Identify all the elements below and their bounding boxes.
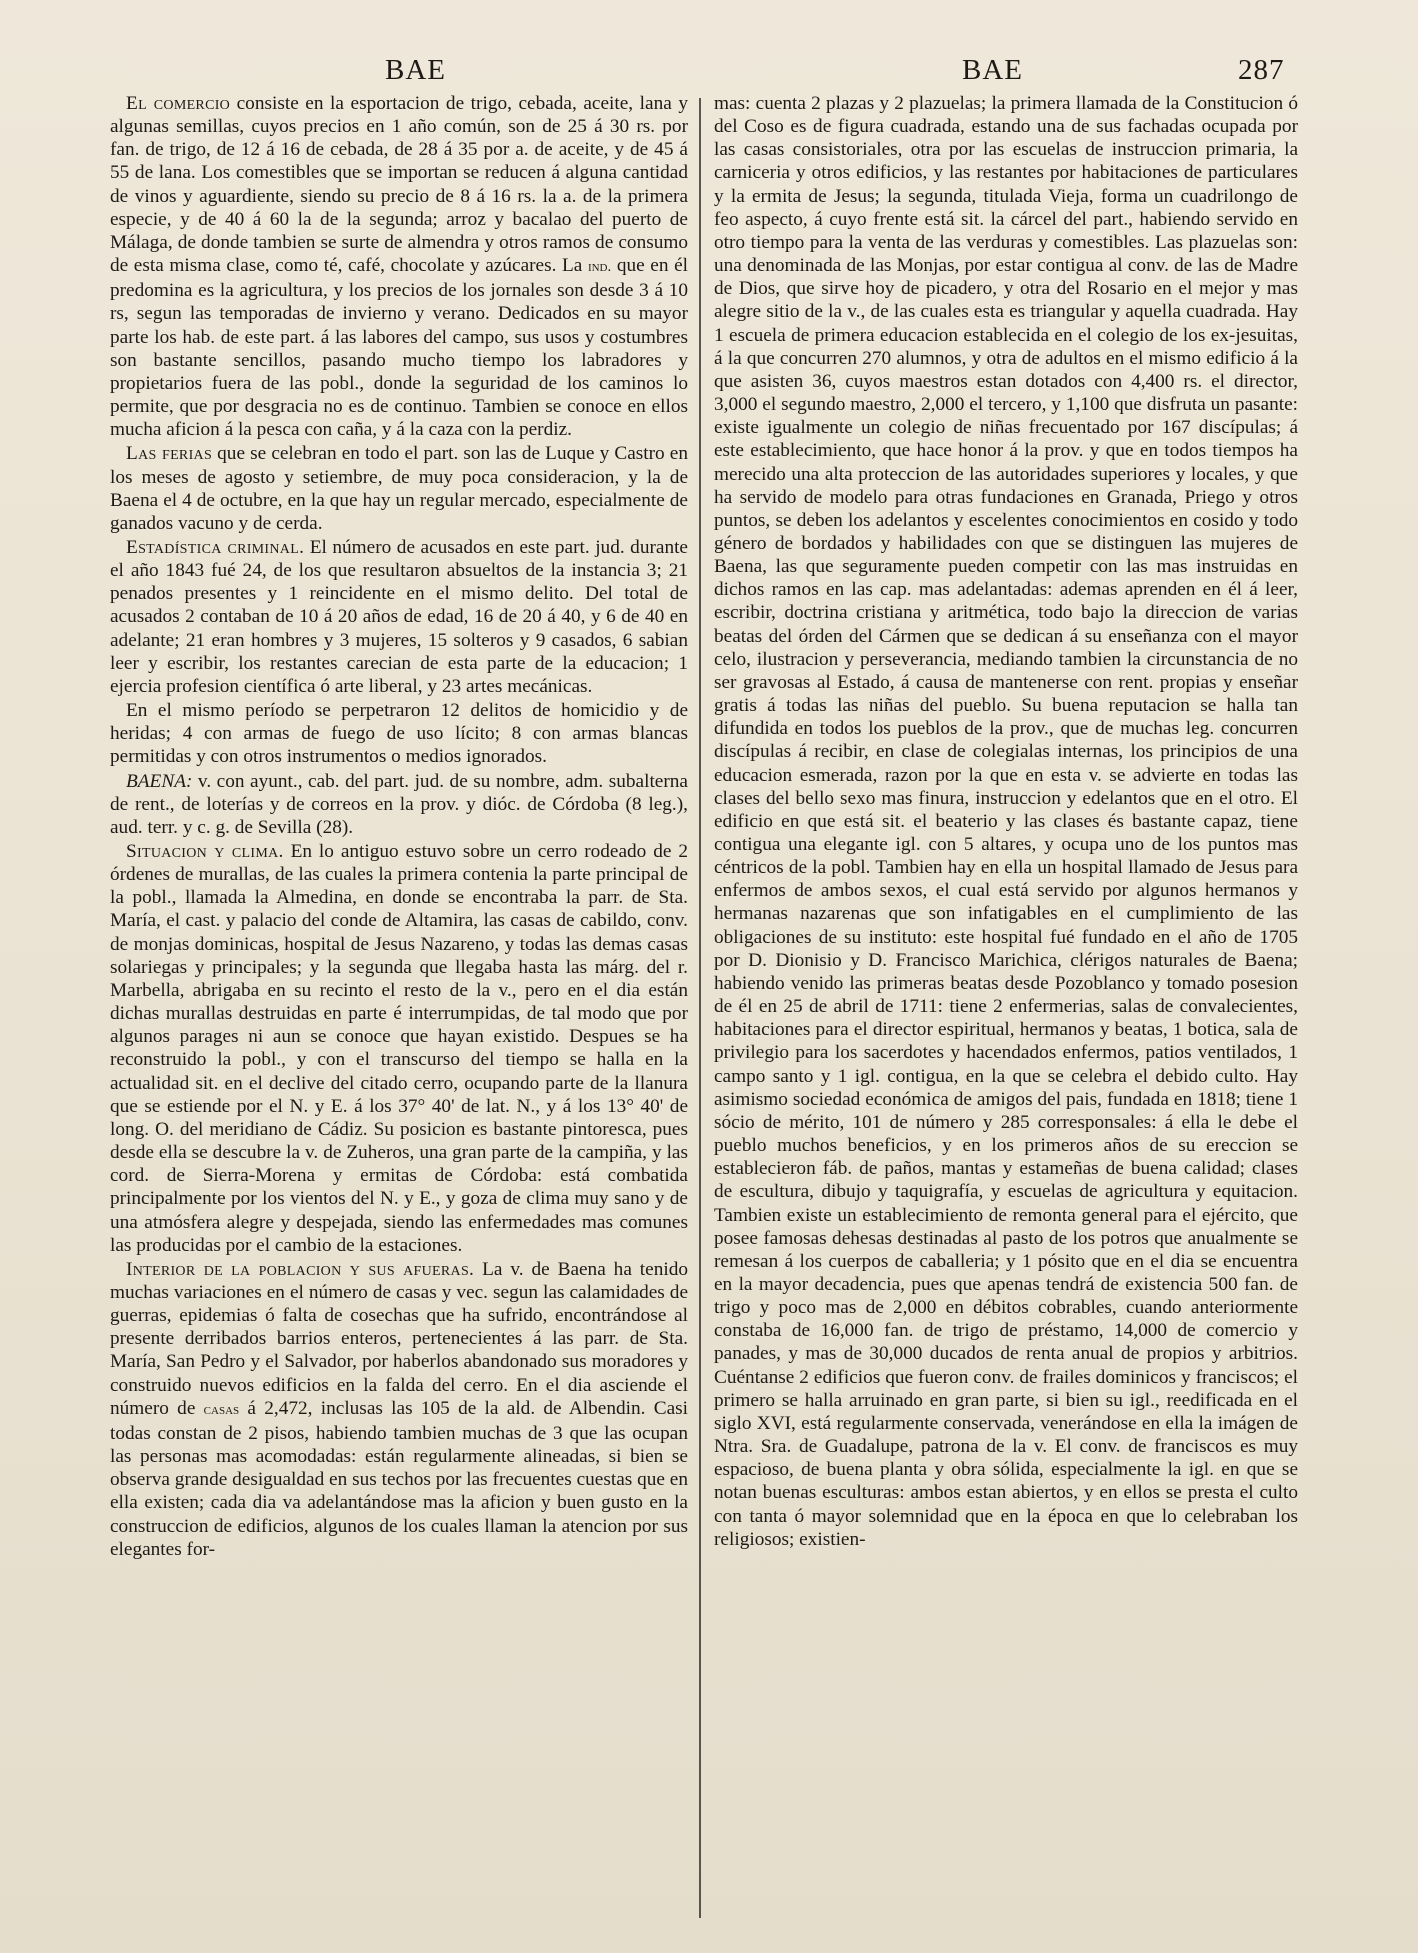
left-running-head: BAE (385, 54, 446, 86)
section-label: ind. (587, 259, 612, 276)
section-label: Situacion y clima. (126, 841, 284, 862)
section-label: casas (203, 1401, 240, 1418)
paragraph-text: En el mismo período se perpetraron 12 delitos de homicidio y de heridas; 4 con armas de fuego de uso lícito; 8 con armas blancas permitidas y con otros instrumentos o medios ignorados. (110, 700, 688, 768)
section-label: Las ferias (126, 443, 213, 465)
page-number: 287 (1238, 54, 1285, 86)
paragraph-ferias (110, 442, 688, 535)
paragraph-text: que en él predomina es la agricultura, y los precios de los jornales son desde 3 á 10 rs, segun las temporadas de invierno y verano. Dedicados en su mayor parte los hab. de este part. á las labores del campo, sus usos y costumbres son bastante sencillos, pasando mucho tiempo los labradores y propietarios fuera de las pobl., donde la seguridad de los caminos lo permite, que por desgracia no es de continuo. Tambien se conoce en ellos mucha aficion á la pesca con caña, y á la caza con la perdiz. (110, 255, 688, 441)
right-column (714, 92, 1298, 1940)
paragraph-estadistica (110, 536, 688, 698)
paragraph-baena-entry (110, 770, 688, 839)
paragraph-text: á 2,472, inclusas las 105 de la ald. de Albendin. Casi todas constan de 2 pisos, habiendo tambien muchas de 3 que las ocupan las personas mas acomodadas: están regularmente alineadas, si bien se observa grande desigualdad en sus techos por las frecuentes cuestas que en ella existen; cada dia va adelantándose mas la aficion y buen gusto en la construccion de edificios, algunos de los cuales llaman la atencion por sus elegantes for- (110, 1397, 688, 1560)
left-column (110, 92, 688, 1940)
section-label: Estadística criminal. (126, 536, 305, 558)
paragraph-text: consiste en la esportacion de trigo, cebada, aceite, lana y algunas semillas, cuyos precios en 1 año común, son de 25 á 30 rs. por fan. de trigo, de 12 á 16 de cebada, de 28 á 35 por a. de aceite, y de 45 á 55 de lana. Los comestibles que se importan se reducen á alguna cantidad de vinos y aguardiente, siendo su precio de 8 á 16 rs. la a. de la primera especie, y de 40 á 60 la de la segunda; arroz y bacalao del puerto de Málaga, de donde tambien se surte de almendra y otros ramos de consumo de esta misma clase, como té, café, chocolate y azúcares. La (110, 93, 688, 277)
section-label: El comercio (126, 93, 231, 114)
paragraph-comercio (110, 92, 688, 441)
section-label: Interior de la poblacion y sus afueras. (126, 1258, 475, 1280)
entry-headword: BAENA: (126, 770, 193, 792)
paragraph-text: En lo antiguo estuvo sobre un cerro rodeado de 2 órdenes de murallas, de las cuales la primera contenia la parte principal de la pobl., llamada la Almedina, en donde se encontraba la parr. de Sta. María, el cast. y palacio del conde de Altamira, las casas de cabildo, conv. de monjas dominicas, hospital de Jesus Nazareno, y todas las demas casas solariegas y principales; y la segunda que llegaba hasta las márg. del r. Marbella, abrigaba en su recinto el resto de la v., pero en el dia están dichas murallas destruidas en parte é interrumpidas, de tal modo que por algunos parages ni aun se conoce que hayan existido. Despues se ha reconstruido la pobl., y con el transcurso del tiempo se halla en la actualidad sit. en el declive del citado cerro, ocupando parte de la llanura que se estiende por el N. y E. á los 37° 40' de lat. N., y á los 13° 40' de long. O. del meridiano de Cádiz. Su posicion es bastante pintoresca, pues desde ella se descubre la v. de Zuheros, una gran parte de la campiña, y las cord. de Sierra-Morena y ermitas de Córdoba: está combatida principalmente por los vientos del N. y E., y goza de clima muy sano y de una atmósfera alegre y despejada, siendo las enfermedades mas comunes las producidas por el cambio de la estaciones. (110, 841, 688, 1256)
paragraph-text: mas: cuenta 2 plazas y 2 plazuelas; la primera llamada de la Constitucion ó del Coso es de figura cuadrada, estando una de sus fachadas ocupada por las casas consistoriales, otra por las escuelas de instruccion primaria, la carniceria y otros edificios, y las restantes por habitaciones de particulares y la ermita de Jesus; la segunda, titulada Vieja, forma un cuadrilongo de feo aspecto, á cuyo frente está sit. la cárcel del part., habiendo servido en otro tiempo para la venta de las verduras y comestibles. Las plazuelas son: una denominada de las Monjas, por estar contigua al conv. de las de Madre de Dios, que sirve hoy de picadero, y otra del Rosario en el mejor y mas alegre sitio de la v., de las cuales esta es triangular y aquella cuadrada. Hay 1 escuela de primera educacion establecida en el colegio de los ex-jesuitas, á la que concurren 270 alumnos, y otra de adultos en el mismo edificio á la que asisten 36, cuyos maestros estan dotados con 4,400 rs. el director, 3,000 el segundo maestro, 2,000 el tercero, y 1,100 que disfruta un pasante: existe igualmente un colegio de niñas frecuentado por 167 discípulas; á este establecimiento, que hace honor á la prov. y que en todos tiempos ha merecido una alta proteccion de las autoridades superiores y locales, y que ha servido de modelo para otras fundaciones en Granada, Priego y otros puntos, se deben los adelantos y escelentes conocimientos en cosido y todo género de bordados y habilidades con que se distinguen las mujeres de Baena, las que seguramente pueden competir con las mas instruidas en dichos ramos en las cap. mas adelantadas: ademas aprenden en él á leer, escribir, doctrina cristiana y aritmética, todo bajo la direccion de varias beatas del órden del Cármen que se dedican á su enseñanza con el mayor celo, ilustracion y perseverancia, mediando tambien la circunstancia de no ser gravosas al Estado, á causa de mantenerse con rent. propias y enseñar gratis á todas las niñas del pueblo. Su buena reputacion se halla tan difundida en todos los pueblos de la prov., que de muchas leg. concurren discípulas á recibir, en clase de colegialas internas, los principios de una educacion esmerada, razon por la que en esta v. se advierte en todas las clases del bello sexo mas finura, instruccion y edelantos que en el otro. El edificio en que está sit. el beaterio y las clases és bastante capaz, tiene contigua una elegante igl. con 5 altares, y ocupa uno de los puntos mas céntricos de la pobl. Tambien hay en ella un hospital llamado de Jesus para enfermos de ambos sexos, el cual está servido por algunos hermanos y hermanas nazarenas que son infatigables en el cumplimiento de las obligaciones de su instituto: este hospital fué fundado en el año de 1705 por D. Dionisio y D. Francisco Marichica, clérigos naturales de Baena; habiendo venido las primeras beatas desde Pozoblanco y tomado posesion de él en 25 de abril de 1711: tiene 2 enfermerias, salas de convalecientes, habitaciones para el director espiritual, hermanos y beatas, 1 botica, sala de privilegio para los sacerdotes y hacendados enfermos, patios ventilados, 1 campo santo y 1 igl. contigua, en la que se celebra el debido culto. Hay asimismo sociedad económica de amigos del pais, fundada en 1818; tiene 1 sócio de mérito, 101 de número y 285 corresponsales: á ella le debe el pueblo muchos beneficios, y en los primeros años de su ereccion se establecieron fáb. de paños, mantas y estameñas de buena calidad; clases de escultura, dibujo y taquigrafía, y escuelas de agricultura y equitacion. Tambien existe un establecimiento de remonta general para el ejército, que posee famosas dehesas destinadas al pasto de los potros que anualmente se remesan á los cuerpos de caballeria; y 1 pósito que en el dia se encuentra en la mayor decadencia, pues que apenas tendrá de existencia 500 fan. de trigo y poco mas de 2,000 en débitos cobrables, cuando anteriormente constaba de 16,000 fan. de trigo de préstamo, 14,000 de comercio y panades, y mas de 30,000 ducados de renta anual de propios y arbitrios. Cuéntanse 2 edificios que fueron conv. de frailes dominicos y franciscos; el primero se halla arruinado en gran parte, si bien su igl., reedificada en el siglo XVI, está regularmente conservada, venerándose en ella la imágen de Ntra. Sra. de Guadalupe, patrona de la v. El conv. de franciscos es muy espacioso, de buena planta y obra sólida, especialmente la igl. en que se notan buenas esculturas: ambos estan abiertos, y en ellos se presta el culto con tanta ó mayor solemnidad que en la época en que lo celebraban los religiosos; existien- (714, 93, 1298, 1550)
paragraph-situacion (110, 840, 688, 1257)
column-divider (699, 98, 701, 1918)
paragraph-text: que se celebran en todo el part. son las de Luque y Castro en los meses de agosto y setiembre, de muy poca consideracion, y la de Baena el 4 de octubre, en la que hay un regular mercado, especialmente de ganados vacuno y de cerda. (110, 443, 688, 534)
paragraph-text: La v. de Baena ha tenido muchas variaciones en el número de casas y vec. segun las calamidades de guerras, epidemias ó falta de cosechas que ha sufrido, encontrándose al presente derribados barrios enteros, pertenecientes á las parr. de Sta. María, San Pedro y el Salvador, por haberlos abandonado sus moradores y construido nuevos edificios en la falda del cerro. En el dia asciende el número de (110, 1258, 688, 1419)
right-running-head: BAE (962, 54, 1023, 86)
paragraph-continuation (714, 92, 1298, 1551)
paragraph-text: El número de acusados en este part. jud. durante el año 1843 fué 24, de los que resultaron absueltos de la instancia 3; 21 penados presentes y 1 reincidente en el mismo delito. Del total de acusados 2 contaban de 10 á 20 años de edad, 16 de 20 á 40, y 6 de 40 en adelante; 21 eran hombres y 3 mujeres, 15 solteros y 9 casados, 6 sabian leer y escribir, los restantes carecian de esta parte de la educacion; 1 ejercia profesion científica ó arte liberal, y 23 artes mecánicas. (110, 536, 688, 697)
paragraph-interior (110, 1258, 688, 1561)
paragraph-text: v. con ayunt., cab. del part. jud. de su nombre, adm. subalterna de rent., de loterías y de correos en la prov. y dióc. de Córdoba (8 leg.), aud. terr. y c. g. de Sevilla (28). (110, 770, 688, 838)
paragraph-homicidios (110, 699, 688, 768)
